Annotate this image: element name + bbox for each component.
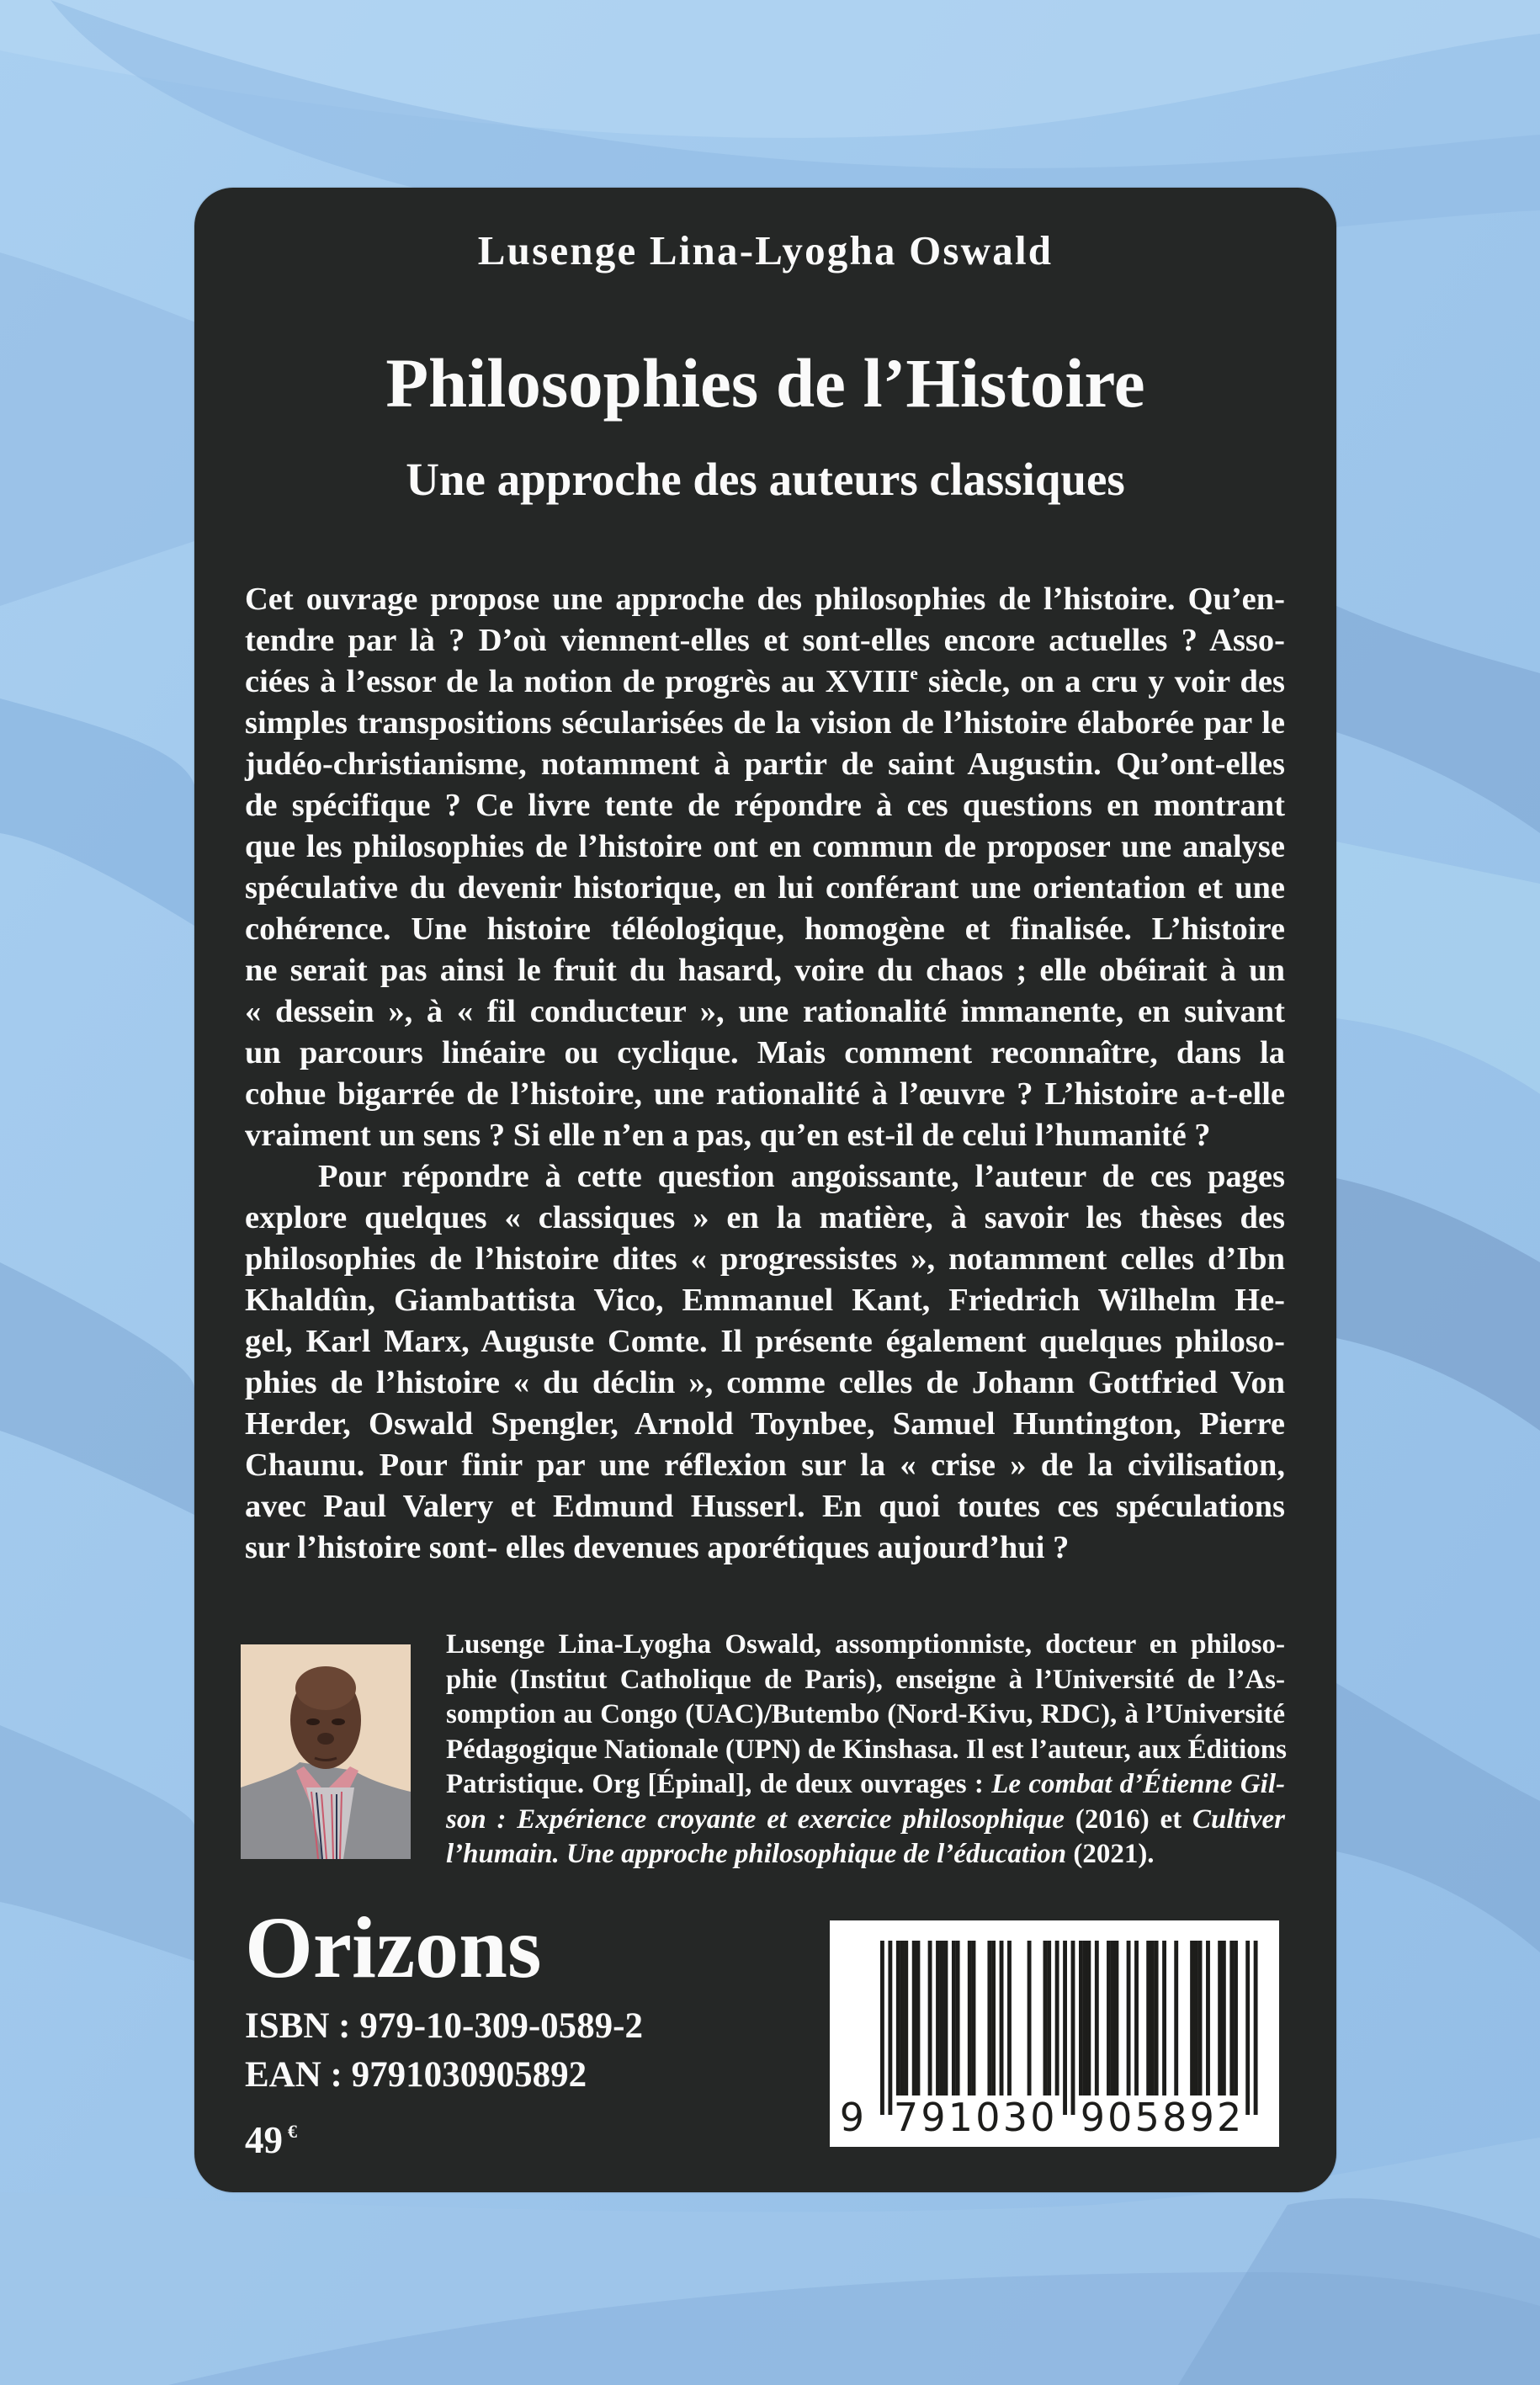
book-title-italic: l’humain. Une approche philosophique de l’éducation (446, 1839, 1067, 1869)
blurb-line: vraiment un sens ? Si elle n’en a pas, qu’en est-il de celui l’humanité ? (245, 1118, 1211, 1153)
author-bio (446, 1628, 1285, 1872)
book-title-italic: Cultiver (1192, 1803, 1285, 1835)
blurb-line: explore quelques « classiques » en la matière, à savoir les thèses des (245, 1200, 1285, 1235)
price-value: 49 (245, 2119, 283, 2161)
blurb-line: Khaldûn, Giambattista Vico, Emmanuel Kant, Friedrich Wilhelm He- (245, 1283, 1285, 1318)
book-subtitle: Une approche des auteurs classiques (406, 454, 1125, 505)
book-title-italic: son : Expérience croyante et exercice philosophique (446, 1803, 1065, 1835)
superscript: e (910, 663, 918, 684)
bio-line: phie (Institut Catholique de Paris), enseigne à l’Université de l’As- (446, 1664, 1285, 1695)
bio-line: somption au Congo (UAC)/Butembo (Nord-Kivu, RDC), à l’Université (446, 1699, 1285, 1729)
blurb-line: ciées à l’essor de la notion de progrès au XVIIIe siècle, on a cru y voir des (245, 663, 1286, 699)
blurb-line: avec Paul Valery et Edmund Husserl. En quoi toutes ces spéculations (245, 1489, 1285, 1524)
barcode-digits: 9 (839, 2095, 868, 2140)
blurb-line: Cet ouvrage propose une approche des philosophies de l’histoire. Qu’en- (245, 582, 1285, 617)
blurb-line: Pour répondre à cette question angoissante, l’auteur de ces pages (318, 1159, 1285, 1194)
bio-line: l’humain. Une approche philosophique de l’éducation (2021). (446, 1839, 1155, 1869)
barcode-digits: 905892 (1080, 2095, 1245, 2140)
blurb-line: Herder, Oswald Spengler, Arnold Toynbee, Samuel Huntington, Pierre (245, 1406, 1285, 1442)
blurb-line: ne serait pas ainsi le fruit du hasard, voire du chaos ; elle obéirait à un (245, 953, 1285, 988)
blurb-line: philosophies de l’histoire dites « progressistes », notamment celles d’Ibn (245, 1241, 1285, 1277)
author-portrait-icon (241, 1644, 411, 1859)
blurb-line: Chaunu. Pour finir par une réflexion sur la « crise » de la civilisation, (245, 1447, 1285, 1483)
book-title-italic: Le combat d’Étienne Gil- (991, 1769, 1285, 1799)
barcode-digits: 791030 (893, 2095, 1058, 2140)
currency-symbol: € (288, 2121, 297, 2142)
blurb-line: judéo-christianisme, notamment à partir de saint Augustin. Qu’ont-elles (245, 746, 1285, 782)
barcode-icon (830, 1920, 1279, 2147)
blurb-line: gel, Karl Marx, Auguste Comte. Il présente également quelques philoso- (245, 1324, 1285, 1359)
price (245, 2108, 297, 2164)
blurb-line: spéculative du devenir historique, en lui conférant une orientation et une (245, 870, 1285, 906)
isbn-number: ISBN : 979-10-309-0589-2 (245, 2006, 643, 2046)
bio-line: Patristique. Org [Épinal], de deux ouvrages : Le combat d’Étienne Gil- (446, 1769, 1285, 1799)
author-name: Lusenge Lina-Lyogha Oswald (477, 227, 1054, 274)
blurb-line: que les philosophies de l’histoire ont en commun de proposer une analyse (245, 829, 1285, 864)
blurb-line: phies de l’histoire « du déclin », comme celles de Johann Gottfried Von (245, 1365, 1285, 1400)
bio-line: son : Expérience croyante et exercice philosophique (2016) et Cultiver (446, 1803, 1285, 1835)
blurb-line: de spécifique ? Ce livre tente de répondre à ces questions en montrant (245, 788, 1285, 823)
blurb-text (245, 579, 1285, 1569)
blurb-line: un parcours linéaire ou cyclique. Mais comment reconnaître, dans la (245, 1035, 1285, 1070)
publisher-name: Orizons (245, 1899, 542, 1996)
blurb-line: cohue bigarrée de l’histoire, une rationalité à l’œuvre ? L’histoire a-t-elle (245, 1076, 1285, 1112)
blurb-line: simples transpositions sécularisées de la vision de l’histoire élaborée par le (245, 705, 1285, 741)
author-photo (241, 1644, 411, 1859)
bio-line: Lusenge Lina-Lyogha Oswald, assomptionniste, docteur en philoso- (446, 1629, 1285, 1660)
blurb-line: cohérence. Une histoire téléologique, homogène et finalisée. L’histoire (245, 911, 1285, 947)
blurb-line: « dessein », à « fil conducteur », une rationalité immanente, en suivant (245, 994, 1285, 1029)
bio-line: Pédagogique Nationale (UPN) de Kinshasa. Il est l’auteur, aux Éditions (446, 1734, 1287, 1765)
book-title: Philosophies de l’Histoire (385, 344, 1145, 422)
blurb-line: sur l’histoire sont- elles devenues aporétiques aujourd’hui ? (245, 1530, 1070, 1565)
barcode (830, 1920, 1279, 2147)
blurb-line: tendre par là ? D’où viennent-elles et sont-elles encore actuelles ? Asso- (245, 623, 1285, 658)
ean-number: EAN : 9791030905892 (245, 2055, 587, 2095)
